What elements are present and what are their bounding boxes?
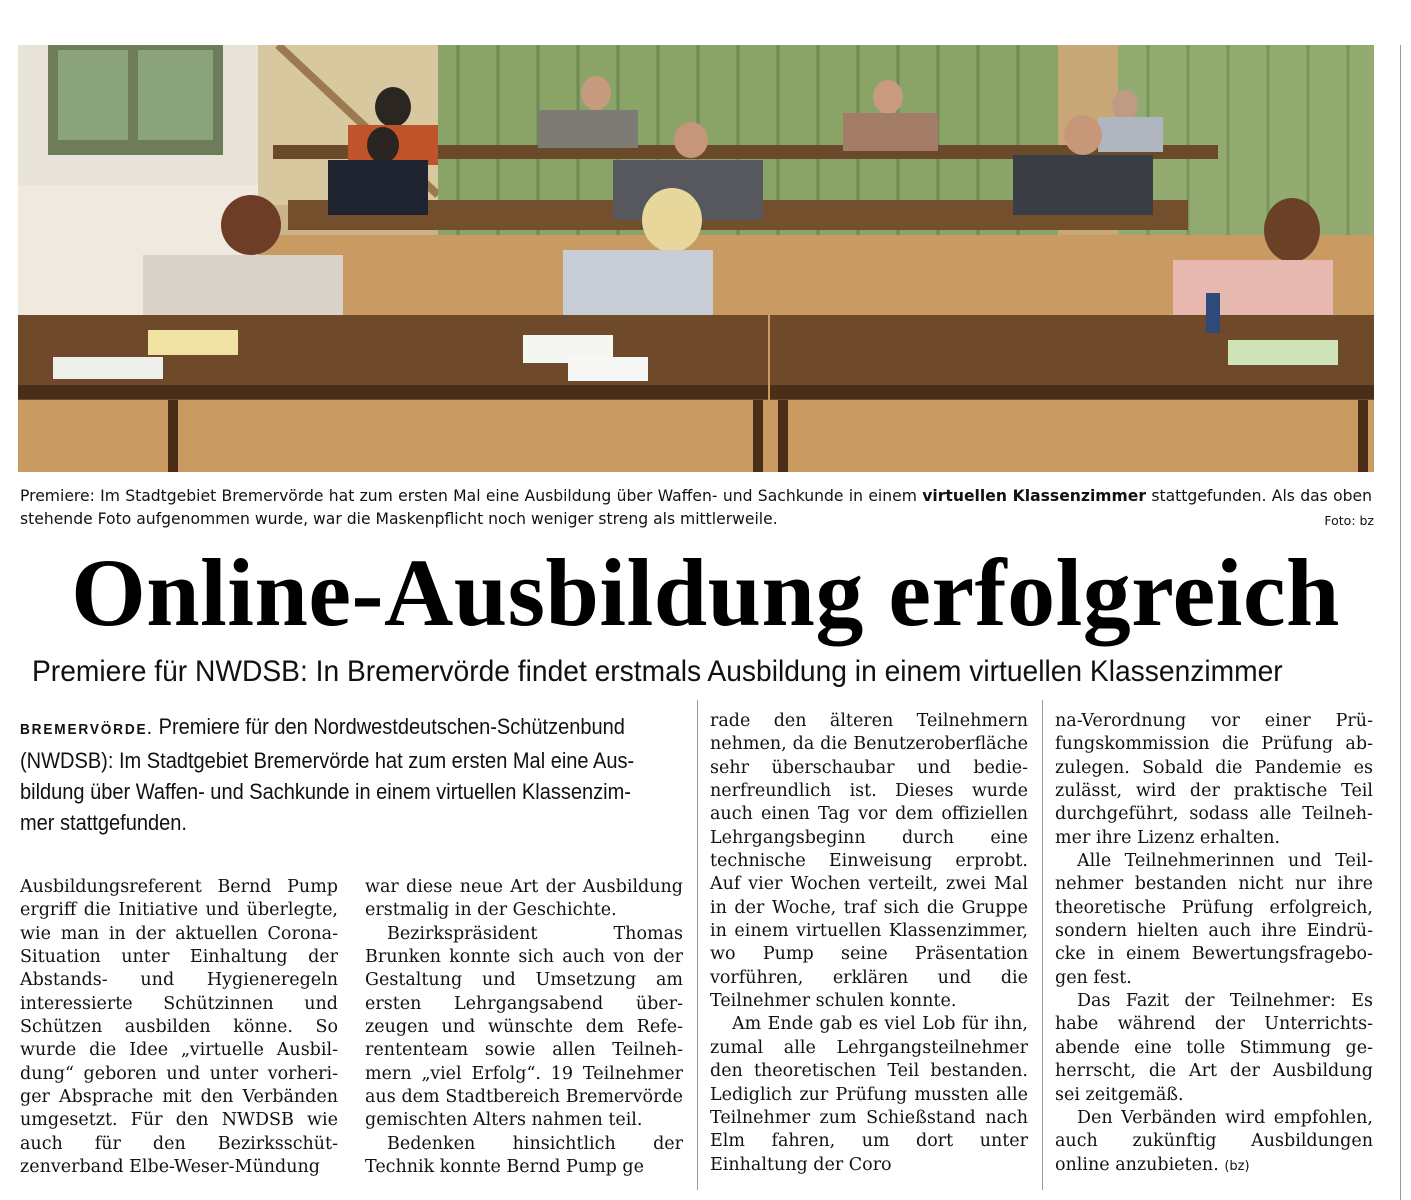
paragraph: Ausbildungsreferent Bernd Pump ergriff die Initiative und überlegte, wie man in der aktuellen Corona-Situation unter Einhaltung der Abstands- und Hygieneregeln interessierte Schützinnen und Schützen ausbilden könne. So wurde die Idee „virtuelle Ausbildung“ geboren und unter vorheriger Absprache mit den Verbänden umgesetzt. Für den NWDSB wie auch für den Bezirksschützenverband Elbe-Weser-Mündung xyxy=(20,877,338,1178)
caption-text-2: stattgefunden. Als das oben stehende Foto aufgenommen wurde, war die Maskenpflicht noch weniger streng als mittlerweile. xyxy=(20,487,1372,528)
paragraph: rade den älteren Teilnehmern nehmen, da die Benutzeroberfläche sehr überschaubar und bedienerfreundlich ist. Dieses wurde auch einen Tag vor dem offiziellen Lehrgangsbeginn durch eine technische Einweisung erprobt. Auf vier Wochen verteilt, zwei Mal in der Woche, traf sich die Gruppe in einem virtuellen Klassenzimmer, wo Pump seine Präsentation vorführen, erklären und die Teilnehmer schulen konnte. xyxy=(710,711,1028,1012)
paragraph: Bedenken hinsichtlich der Technik konnte Bernd Pump ge xyxy=(365,1133,683,1178)
caption-text-1: Premiere: Im Stadtgebiet Bremervörde hat zum ersten Mal eine Ausbildung über Waffen- und Sachkunde in einem xyxy=(20,487,923,505)
article-photo xyxy=(18,45,1374,472)
body-column-3 xyxy=(710,710,1028,1177)
paragraph: Bezirkspräsident Thomas Brunken konnte sich auch von der Gestaltung und Umsetzung am ersten Lehrgangsabend überzeugen und wünschte dem Referententeam sowie allen Teilnehmern „viel Erfolg“. 19 Teilnehmer aus dem Stadtbereich Bremervörde gemischten Alters nahmen teil. xyxy=(365,923,683,1131)
photo-credit: Foto: bz xyxy=(1324,513,1374,528)
paragraph: na-Verordnung vor einer Prüfungskommission die Prüfung abzulegen. Sobald die Pandemie es zulässt, wird der praktische Teil durchgeführt, sodass alle Teilnehmer ihre Lizenz erhalten. xyxy=(1055,711,1373,848)
last-paragraph xyxy=(1055,1107,1373,1178)
subheadline: Premiere für NWDSB: In Bremervörde findet erstmals Ausbildung in einem virtuellen Klassenzimmer xyxy=(32,655,1283,688)
photo-caption xyxy=(20,485,1372,531)
body-column-1 xyxy=(20,876,338,1179)
caption-bold: virtuellen Klassenzimmer xyxy=(922,487,1147,505)
paragraph: war diese neue Art der Ausbildung erstmalig in der Geschichte. xyxy=(365,877,683,921)
dateline: BREMERVÖRDE. xyxy=(20,721,154,738)
page-edge-rule xyxy=(1400,45,1401,1200)
body-column-4 xyxy=(1055,710,1373,1178)
paragraph: Alle Teilnehmerinnen und Teilnehmer bestanden nicht nur ihre theoretische Prüfung erfolgreich, sondern hielten auch ihre Eindrücke in einem Bewertungsfragebogen fest. xyxy=(1055,851,1373,988)
author-signature: (bz) xyxy=(1224,1158,1250,1174)
column-divider xyxy=(1042,700,1043,1190)
paragraph: Das Fazit der Teilnehmer: Es habe während der Unterrichtsabende eine tolle Stimmung geherrscht, die Art der Ausbildung sei zeitgemäß. xyxy=(1055,991,1373,1105)
column-divider xyxy=(697,700,698,1190)
lead-paragraph xyxy=(20,711,648,838)
classroom-photo-icon xyxy=(18,45,1374,472)
paragraph-text: Den Verbänden wird empfohlen, auch zukünftig Ausbildungen online anzubieten. xyxy=(1055,1107,1373,1175)
lead-text: Premiere für den Nordwestdeutschen-Schützenbund (NWDSB): Im Stadtgebiet Bremervörde hat zum ersten Mal eine Ausbildung über Waffen- und Sachkunde in einem virtuellen Klassenzimmer stattgefunden. xyxy=(20,714,635,835)
body-column-2 xyxy=(365,876,683,1179)
headline: Online-Ausbildung erfolgreich xyxy=(71,539,1340,646)
paragraph: Am Ende gab es viel Lob für ihn, zumal alle Lehrgangsteilnehmer den theoretischen Teil bestanden. Lediglich zur Prüfung mussten alle Teilnehmer zum Schießstand nach Elm fahren, um dort unter Einhaltung der Coro xyxy=(710,1014,1028,1175)
